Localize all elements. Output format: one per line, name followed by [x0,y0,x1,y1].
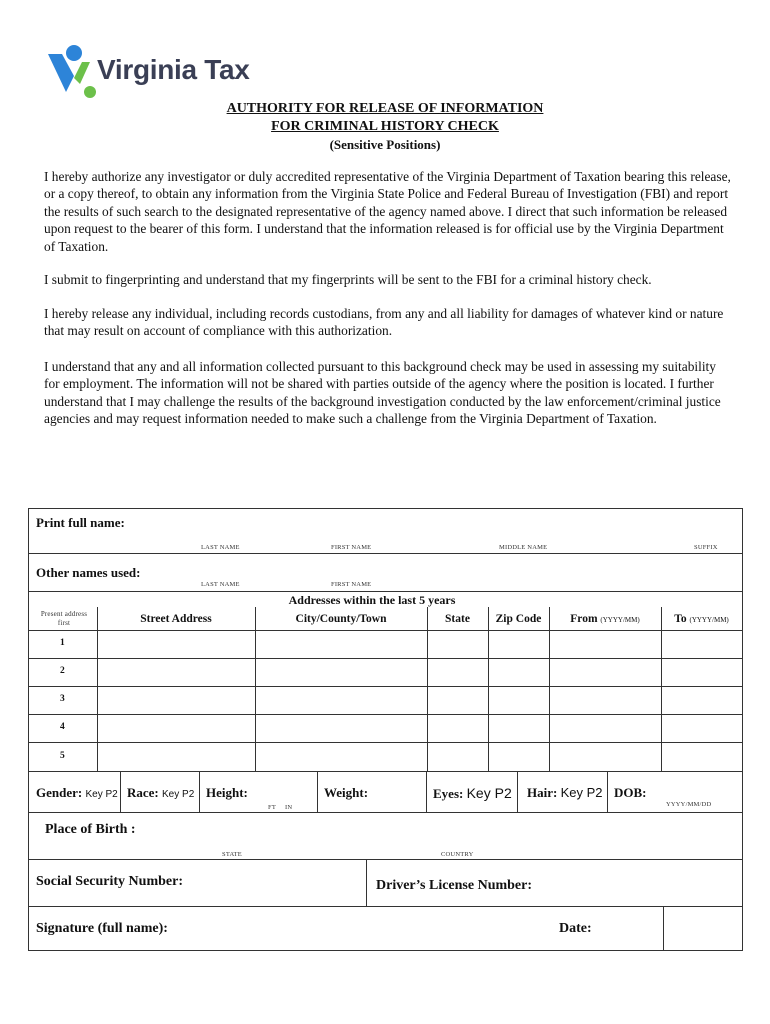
middle-name-caption: MIDDLE NAME [499,544,548,551]
divider [29,742,742,743]
race-value: Key P2 [162,789,195,800]
release-liability-paragraph: I hereby release any individual, including records custodians, from any and all liability for damages of whatever kind or nature that may result on account of compliance with this authorization. [44,306,724,339]
gender-value: Key P2 [85,789,118,800]
present-address-first-caption: Present address [40,610,88,618]
column-divider [517,771,518,812]
column-divider [97,607,98,771]
date-label: Date: [559,921,592,936]
place-of-birth-label: Place of Birth : [45,822,136,837]
divider [29,714,742,715]
column-divider [663,906,664,950]
race-field [127,785,194,801]
other-last-name-caption: LAST NAME [201,581,240,588]
divider [29,812,742,813]
column-divider [255,607,256,771]
gender-field [36,785,118,801]
last-name-caption: LAST NAME [201,544,240,551]
address-row-number: 2 [60,666,65,676]
eyes-label: Eyes: [433,786,464,801]
hair-label: Hair: [527,785,558,800]
column-divider [661,607,662,771]
first-name-caption: FIRST NAME [331,544,372,551]
gender-label: Gender: [36,785,83,800]
column-divider [427,607,428,771]
hair-value: Key P2 [560,785,603,800]
column-divider [199,771,200,812]
divider [29,553,742,554]
eyes-field [433,785,512,802]
divider [29,630,742,631]
from-format: (YYYY/MM) [600,616,640,624]
column-divider [488,607,489,771]
address-row-number: 4 [60,722,65,732]
to-format: (YYYY/MM) [689,616,729,624]
virginia-tax-logo-text: Virginia Tax [97,54,250,85]
suffix-caption: SUFFIX [694,544,718,551]
dob-format-caption: YYYY/MM/DD [666,801,712,808]
background-check-paragraph: I understand that any and all information collected pursuant to this background check may be used in assessing my suitability for employment. The information will not be shared with parties outside of the agency where the position is located. I further understand that I may challenge the results of the background investigation conducted by the law enforcement/criminal justice agencies and may request information needed to make such a challenge from the Virginia Department of Taxation. [44,359,721,427]
weight-label: Weight: [324,785,369,800]
divider [29,686,742,687]
race-label: Race: [127,785,159,800]
form-title-line-2: FOR CRIMINAL HISTORY CHECK [271,119,499,134]
other-first-name-caption: FIRST NAME [331,581,372,588]
divider [29,771,742,772]
hair-field [527,785,603,801]
from-date-header [549,613,661,625]
column-divider [426,771,427,812]
height-feet-caption: FT [268,804,276,811]
birth-state-caption: STATE [222,851,242,858]
other-names-label: Other names used: [36,565,141,580]
column-divider [120,771,121,812]
state-header: State [445,613,470,625]
birth-country-caption: COUNTRY [441,851,474,858]
dob-label: DOB: [614,785,647,800]
height-label: Height: [206,785,248,800]
height-inches-caption: IN [285,804,293,811]
address-row-number: 1 [60,638,65,648]
column-divider [366,859,367,906]
form-subtitle: (Sensitive Positions) [329,137,441,152]
print-full-name-label: Print full name: [36,515,125,530]
fingerprinting-paragraph: I submit to fingerprinting and understand that my fingerprints will be sent to the FBI for a criminal history check. [44,272,652,287]
form-title-line-1: AUTHORITY FOR RELEASE OF INFORMATION [226,101,544,116]
virginia-tax-logo [44,44,264,104]
column-divider [317,771,318,812]
addresses-section-title: Addresses within the last 5 years [288,593,456,607]
divider [29,859,742,860]
drivers-license-label: Driver’s License Number: [376,878,533,893]
present-address-first-caption-2: first [57,619,71,627]
column-divider [607,771,608,812]
eyes-value: Key P2 [466,785,512,801]
address-row-number: 5 [60,751,65,761]
divider [29,906,742,907]
address-row-number: 3 [60,694,65,704]
street-address-header: Street Address [140,613,212,625]
authorization-paragraph: I hereby authorize any investigator or duly accredited representative of the Virginia Department of Taxation bearing this release, or a copy thereof, to obtain any information from the Virginia State Police and Federal Bureau of Investigation (FBI) and report the results of such search to the designated representative of the agency named above. I direct that such information be released upon request to the bearer of this form. I understand that the information released is for official use by the Virginia Department of Taxation. [44,169,731,254]
divider [29,591,742,592]
ssn-label: Social Security Number: [36,874,183,889]
signature-label: Signature (full name): [36,921,168,936]
applicant-information-form [28,508,743,951]
city-county-town-header: City/County/Town [295,613,387,625]
zip-code-header: Zip Code [495,613,542,625]
to-date-header [661,613,742,625]
from-label: From [570,613,598,625]
column-divider [549,607,550,771]
virginia-tax-logo-mark-icon [44,44,96,102]
divider [29,658,742,659]
to-label: To [674,613,687,625]
